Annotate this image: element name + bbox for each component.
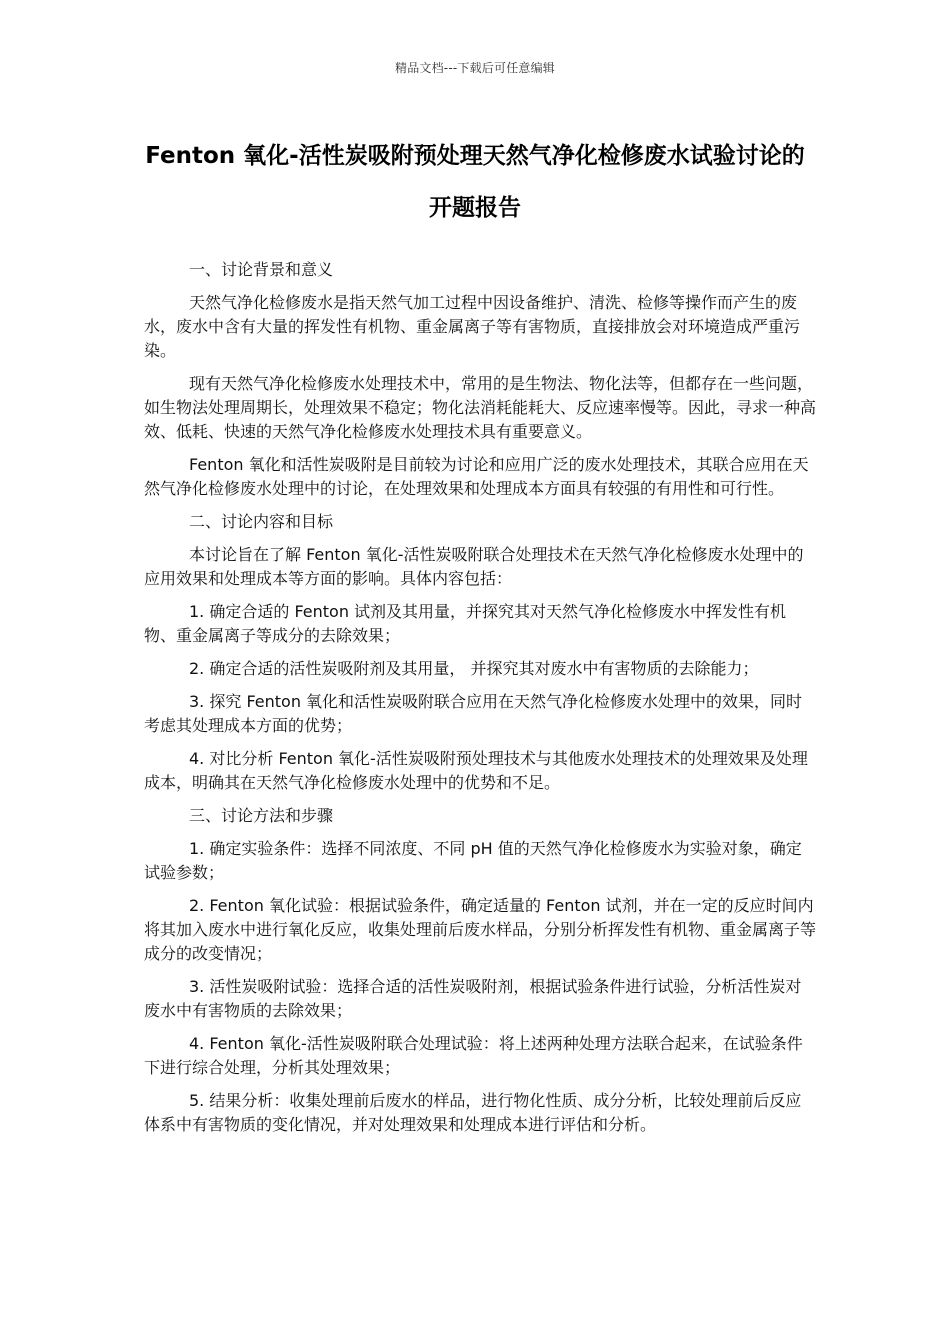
list-item: 5. 结果分析：收集处理前后废水的样品，进行物化性质、成分分析，比较处理前后反应体系中有害物质的变化情况，并对处理效果和处理成本进行评估和分析。 (144, 1091, 802, 1134)
paragraph: 本讨论旨在了解 Fenton 氧化-活性炭吸附联合处理技术在天然气净化检修废水处理中的应用效果和处理成本等方面的影响。具体内容包括： (144, 545, 804, 588)
list-item: 1. 确定实验条件：选择不同浓度、不同 pH 值的天然气净化检修废水为实验对象，确定试验参数； (144, 839, 802, 882)
list-item: 4. Fenton 氧化-活性炭吸附联合处理试验：将上述两种处理方法联合起来，在试验条件下进行综合处理，分析其处理效果； (144, 1034, 803, 1077)
document-body (144, 258, 816, 1146)
paragraph: 天然气净化检修废水是指天然气加工过程中因设备维护、清洗、检修等操作而产生的废水，废水中含有大量的挥发性有机物、重金属离子等有害物质，直接排放会对环境造成严重污染。 (144, 293, 801, 360)
list-item: 4. 对比分析 Fenton 氧化-活性炭吸附预处理技术与其他废水处理技术的处理效果及处理成本，明确其在天然气净化检修废水处理中的优势和不足。 (144, 749, 808, 792)
list-item: 3. 探究 Fenton 氧化和活性炭吸附联合应用在天然气净化检修废水处理中的效果，同时考虑其处理成本方面的优势； (144, 692, 803, 735)
section-heading-content-goals: 二、讨论内容和目标 (189, 512, 334, 531)
section-heading-background: 一、讨论背景和意义 (189, 260, 334, 279)
list-item: 1. 确定合适的 Fenton 试剂及其用量，并探究其对天然气净化检修废水中挥发性有机物、重金属离子等成分的去除效果； (144, 602, 787, 645)
section-heading-methods: 三、讨论方法和步骤 (189, 806, 334, 825)
paragraph: Fenton 氧化和活性炭吸附是目前较为讨论和应用广泛的废水处理技术，其联合应用在天然气净化检修废水处理中的讨论，在处理效果和处理成本方面具有较强的有用性和可行性。 (144, 455, 809, 498)
list-item: 2. Fenton 氧化试验：根据试验条件，确定适量的 Fenton 试剂，并在一定的反应时间内将其加入废水中进行氧化反应，收集处理前后废水样品，分别分析挥发性有机物、重金属离子等成分的改变情况； (144, 896, 817, 963)
paragraph: 现有天然气净化检修废水处理技术中，常用的是生物法、物化法等，但都存在一些问题，如生物法处理周期长，处理效果不稳定；物化法消耗能耗大、反应速率慢等。因此，寻求一种高效、低耗、快速的天然气净化检修废水处理技术具有重要意义。 (144, 374, 817, 441)
header-note: 精品文档---下载后可任意编辑 (395, 61, 555, 75)
list-item: 3. 活性炭吸附试验：选择合适的活性炭吸附剂，根据试验条件进行试验，分析活性炭对废水中有害物质的去除效果； (144, 977, 802, 1020)
document-title: Fenton 氧化-活性炭吸附预处理天然气净化检修废水试验讨论的开题报告 (145, 143, 805, 221)
list-item: 2. 确定合适的活性炭吸附剂及其用量， 并探究其对废水中有害物质的去除能力； (189, 659, 759, 678)
